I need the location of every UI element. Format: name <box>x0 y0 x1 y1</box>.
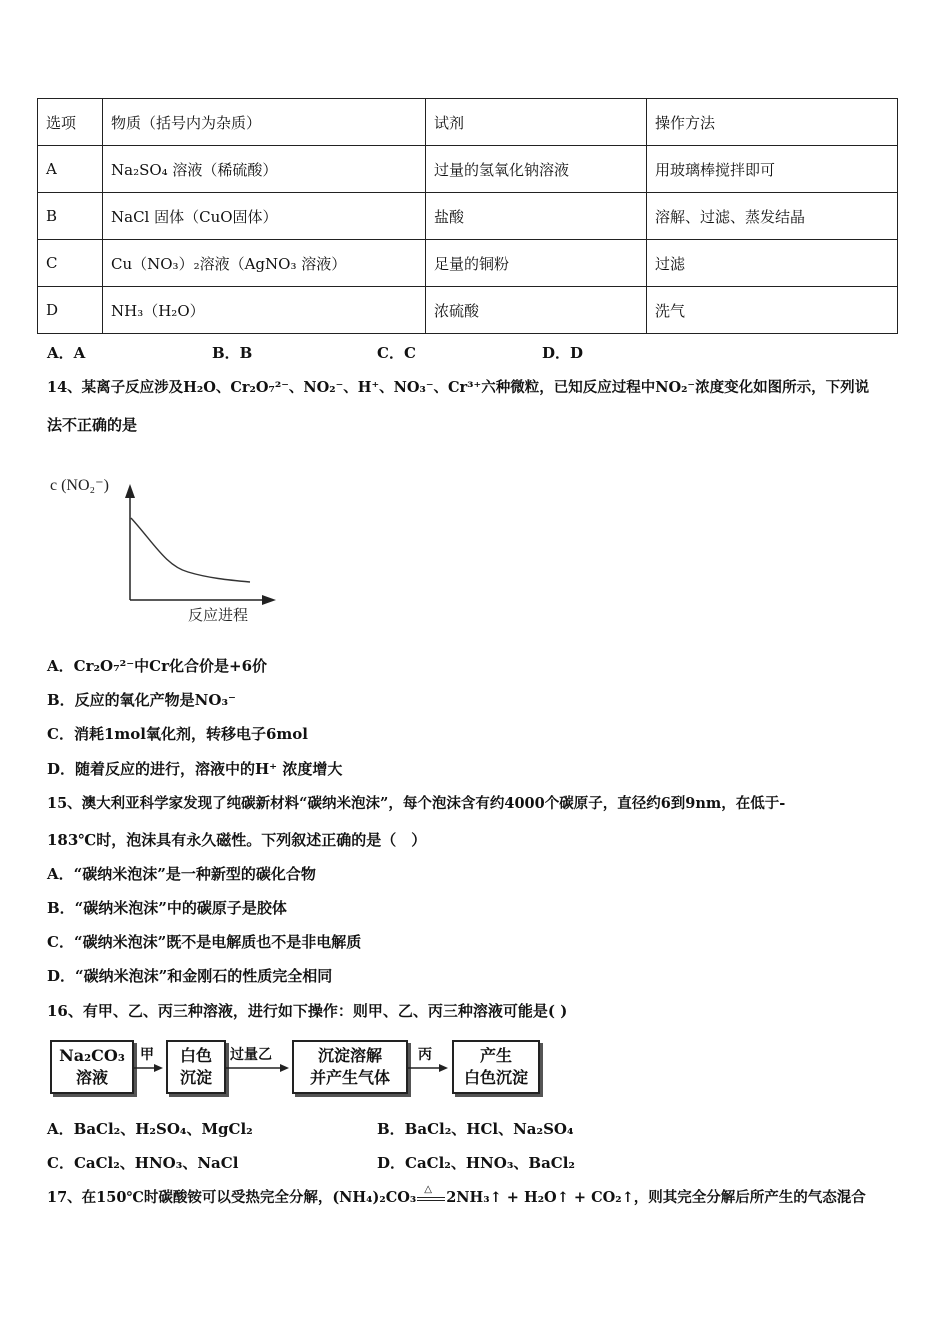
table-row <box>38 240 898 287</box>
chart-x-arrow <box>262 595 276 605</box>
q16-option-d: D．CaCl₂、HNO₃、BaCl₂ <box>377 1154 575 1172</box>
table-cell: 浓硫酸 <box>426 287 647 334</box>
q14-stem-line1: 14、某离子反应涉及H₂O、Cr₂O₇²⁻、NO₂⁻、H⁺、NO₃⁻、Cr³⁺六种微粒，已知反应过程中NO₂⁻浓度变化如图所示，下列说 <box>47 379 870 396</box>
q14-option-b: B．反应的氧化产物是NO₃⁻ <box>47 691 236 709</box>
q13-option-c: C．C <box>377 344 416 362</box>
table-cell: 盐酸 <box>426 193 647 240</box>
table-row <box>38 146 898 193</box>
table-cell: 洗气 <box>647 287 898 334</box>
q14-option-c: C．消耗1mol氧化剂，转移电子6mol <box>47 725 308 743</box>
heating-equals-sign <box>416 1184 446 1205</box>
table-header-cell: 操作方法 <box>647 99 898 146</box>
q13-option-a: A．A <box>47 344 86 362</box>
q17-stem-before: 17、在150℃时碳酸铵可以受热完全分解，(NH₄)₂CO₃ <box>47 1189 417 1206</box>
flow-box-line: 沉淀 <box>179 1068 212 1087</box>
q16-stem: 16、有甲、乙、丙三种溶液，进行如下操作：则甲、乙、丙三种溶液可能是( ) <box>47 1002 568 1020</box>
reaction-flow-diagram <box>50 1038 542 1098</box>
q15-option-c: C．“碳纳米泡沫”既不是电解质也不是非电解质 <box>47 933 362 951</box>
q14-stem-line2: 法不正确的是 <box>47 416 138 434</box>
flow-arrow-icon <box>134 1062 164 1074</box>
chart-curve <box>131 518 250 582</box>
table-cell: A <box>38 146 103 193</box>
flow-box-dissolve-gas <box>292 1040 408 1094</box>
q16-option-c: C．CaCl₂、HNO₃、NaCl <box>47 1154 239 1172</box>
q13-option-d: D．D <box>542 344 584 362</box>
table-cell: NH₃（H₂O） <box>103 287 426 334</box>
flow-box-line: 产生 <box>479 1046 512 1065</box>
table-cell: 用玻璃棒搅拌即可 <box>647 146 898 193</box>
table-header-cell: 试剂 <box>426 99 647 146</box>
chart-ylabel: c (NO₂⁻) <box>50 477 109 494</box>
table-cell: 过滤 <box>647 240 898 287</box>
flow-box-white-precipitate <box>166 1040 226 1094</box>
table-header-cell: 选项 <box>38 99 103 146</box>
table-header-cell: 物质（括号内为杂质） <box>103 99 426 146</box>
table-row <box>38 193 898 240</box>
flow-arrow-icon <box>408 1062 450 1074</box>
table-cell: B <box>38 193 103 240</box>
q15-stem-line2: 183℃时，泡沫具有永久磁性。下列叙述正确的是（ ） <box>47 831 427 849</box>
q13-option-b: B．B <box>212 344 253 362</box>
q17-stem-after: 2NH₃↑ + H₂O↑ + CO₂↑，则其完全分解后所产生的气态混合 <box>446 1189 866 1206</box>
q16-option-a: A．BaCl₂、H₂SO₄、MgCl₂ <box>47 1120 253 1138</box>
q16-option-b: B．BaCl₂、HCl、Na₂SO₄ <box>377 1120 574 1138</box>
flow-box-na2co3 <box>50 1040 134 1094</box>
q15-stem-line1: 15、澳大利亚科学家发现了纯碳新材料“碳纳米泡沫”，每个泡沫含有约4000个碳原子，直径约6到9nm，在低于- <box>47 795 786 812</box>
table-cell: Cu（NO₃）₂溶液（AgNO₃ 溶液） <box>103 240 426 287</box>
chart-xlabel: 反应进程 <box>188 606 249 624</box>
flow-arrow-label: 甲 <box>140 1047 154 1063</box>
table-cell: 足量的铜粉 <box>426 240 647 287</box>
flow-arrow-label: 过量乙 <box>230 1047 272 1063</box>
q15-option-d: D．“碳纳米泡沫”和金刚石的性质完全相同 <box>47 967 333 985</box>
table-cell: Na₂SO₄ 溶液（稀硫酸） <box>103 146 426 193</box>
flow-box-line: 沉淀溶解 <box>317 1046 382 1065</box>
table-row <box>38 287 898 334</box>
flow-arrow-label: 丙 <box>418 1047 432 1063</box>
flow-arrow-icon <box>226 1062 290 1074</box>
q14-option-d: D．随着反应的进行，溶液中的H⁺ 浓度增大 <box>47 760 343 778</box>
flow-box-line: Na₂CO₃ <box>59 1046 125 1065</box>
no2-concentration-chart <box>48 470 288 630</box>
q14-option-a: A．Cr₂O₇²⁻中Cr化合价是+6价 <box>47 657 268 675</box>
table-cell: 溶解、过滤、蒸发结晶 <box>647 193 898 240</box>
chart-y-arrow <box>125 484 135 498</box>
table-cell: D <box>38 287 103 334</box>
table-cell: 过量的氢氧化钠溶液 <box>426 146 647 193</box>
flow-box-line: 白色沉淀 <box>463 1068 528 1087</box>
q15-option-a: A．“碳纳米泡沫”是一种新型的碳化合物 <box>47 865 316 883</box>
table-cell: C <box>38 240 103 287</box>
q15-option-b: B．“碳纳米泡沫”中的碳原子是胶体 <box>47 899 287 917</box>
flow-box-line: 并产生气体 <box>309 1068 390 1087</box>
heat-triangle-icon: △ <box>424 1184 432 1195</box>
flow-box-line: 溶液 <box>75 1068 108 1087</box>
q17-stem <box>47 1186 866 1207</box>
table-cell: NaCl 固体（CuO固体） <box>103 193 426 240</box>
table-header-row <box>38 99 898 146</box>
options-table <box>37 98 898 334</box>
flow-box-line: 白色 <box>179 1046 212 1065</box>
flow-box-white-precipitate-final <box>452 1040 540 1094</box>
